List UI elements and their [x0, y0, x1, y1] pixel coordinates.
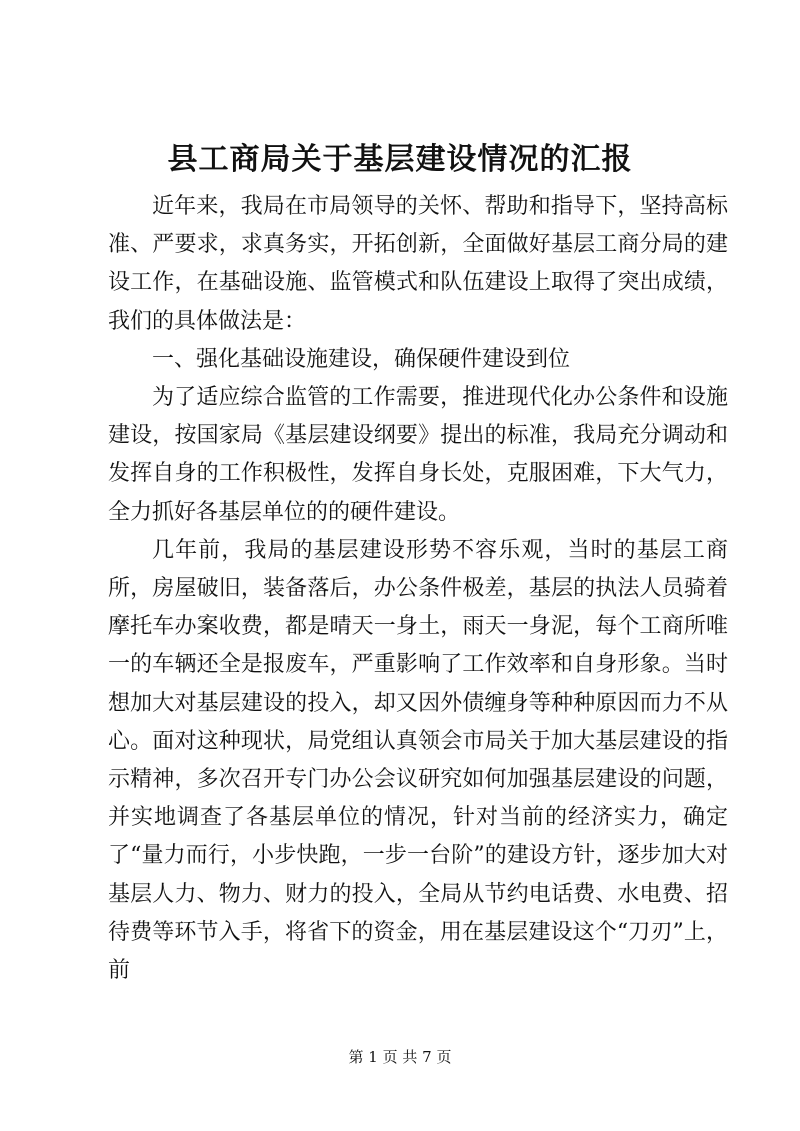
document-body	[108, 188, 728, 990]
document-title: 县工商局关于基层建设情况的汇报	[167, 142, 633, 177]
body-paragraph: 为了适应综合监管的工作需要，推进现代化办公条件和设施建设，按国家局《基层建设纲要》提出的标准，我局充分调动和发挥自身的工作积极性，发挥自身长处，克服困难，下大气力，全力抓好各基层单位的的硬件建设。	[108, 385, 728, 525]
intro-paragraph: 近年来，我局在市局领导的关怀、帮助和指导下，坚持高标准、严要求，求真务实，开拓创新，全面做好基层工商分局的建设工作，在基础设施、监管模式和队伍建设上取得了突出成绩，我们的具体做法是：	[108, 194, 728, 334]
body-paragraph: 几年前，我局的基层建设形势不容乐观，当时的基层工商所，房屋破旧，装备落后，办公条件极差，基层的执法人员骑着摩托车办案收费，都是晴天一身土，雨天一身泥，每个工商所唯一的车辆还全是报废车，严重影响了工作效率和自身形象。当时想加大对基层建设的投入，却又因外债缠身等种种原因而力不从心。面对这种现状，局党组认真领会市局关于加大基层建设的指示精神，多次召开专门办公会议研究如何加强基层建设的问题，并实地调查了各基层单位的情况，针对当前的经济实力，确定了“量力而行，小步快跑，一步一台阶”的建设方针，逐步加大对基层人力、物力、财力的投入，全局从节约电话费、水电费、招待费等环节入手，将省下的资金，用在基层建设这个“刀刃”上，前	[108, 537, 728, 984]
section-heading: 一、强化基础设施建设，确保硬件建设到位	[152, 346, 571, 372]
page-number-footer: 第 1 页 共 7 页	[348, 1048, 452, 1066]
